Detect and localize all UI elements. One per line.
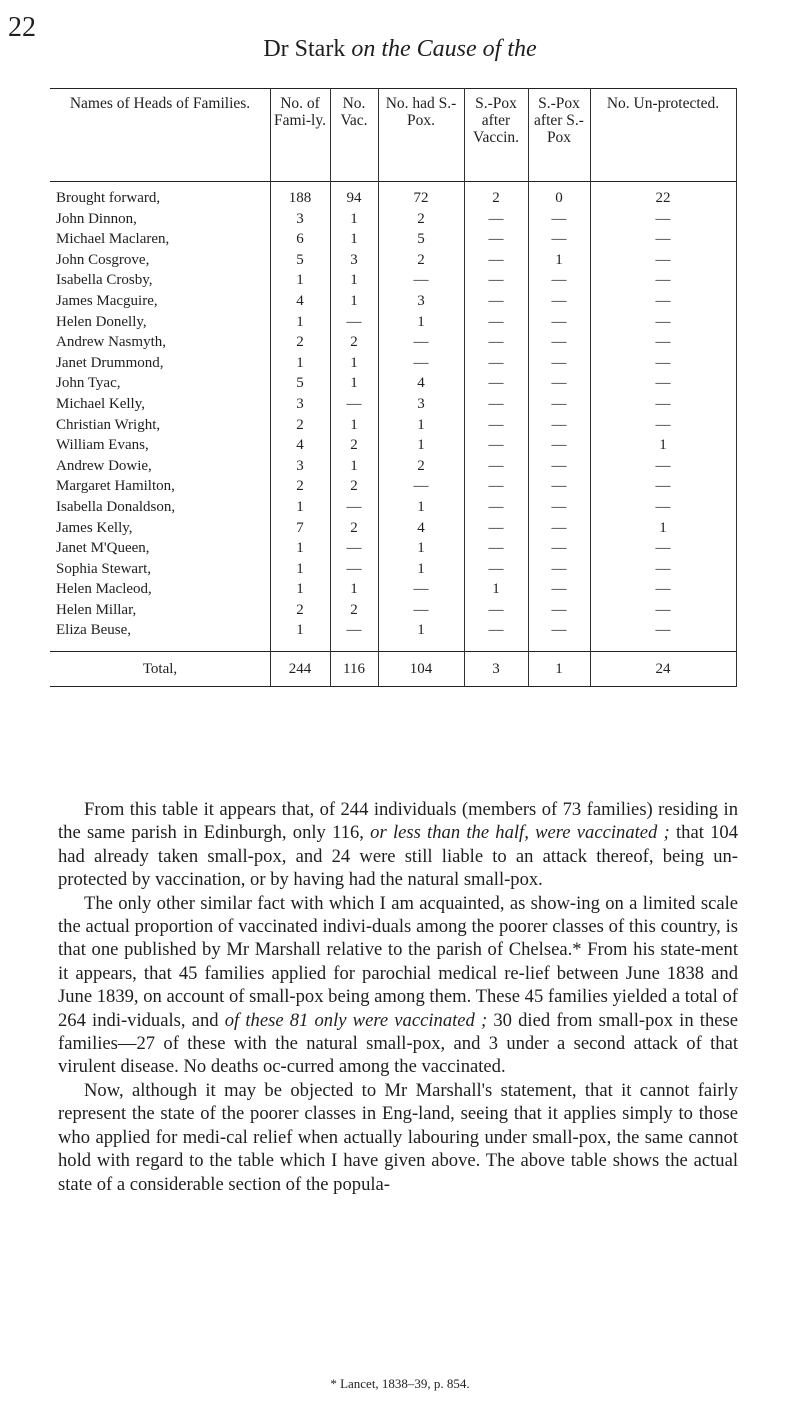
family-name: Helen Macleod, (56, 581, 152, 598)
table-cell: — (488, 231, 504, 248)
table-cell: — (551, 231, 567, 248)
table-cell: 1 (350, 292, 358, 309)
total-cell: 24 (655, 661, 671, 678)
table-body (50, 182, 736, 641)
table-cell: — (655, 292, 671, 309)
table-cell: 2 (492, 190, 500, 206)
table-cell: 1 (296, 354, 304, 371)
table-cell: 2 (350, 334, 358, 351)
paragraph-1 (58, 798, 738, 892)
table-header (50, 88, 736, 182)
table-cell: — (655, 354, 671, 371)
table-cell: — (488, 334, 504, 351)
family-name: William Evans, (56, 437, 149, 454)
table-cell: 2 (296, 334, 304, 351)
column-rule (378, 88, 379, 687)
table-cell: 4 (296, 437, 304, 454)
table-row (50, 209, 736, 230)
family-name: James Kelly, (56, 519, 133, 536)
table-cell: — (655, 272, 671, 289)
table-cell: 94 (346, 190, 362, 206)
table-cell: 1 (417, 313, 425, 330)
header-cell: No. Vac. (340, 95, 368, 129)
table-cell: — (488, 210, 504, 227)
table-cell: — (551, 272, 567, 289)
total-cell: 104 (409, 661, 433, 678)
table-cell: 3 (350, 251, 358, 268)
table-cell: 72 (413, 190, 429, 206)
table-cell: 1 (350, 457, 358, 474)
table-cell: 1 (296, 540, 304, 557)
table-cell: — (655, 375, 671, 392)
table-cell: — (655, 251, 671, 268)
smallpox-table (50, 88, 736, 687)
family-name: Sophia Stewart, (56, 560, 151, 577)
table-cell: — (488, 540, 504, 557)
table-cell: 6 (296, 231, 304, 248)
family-name: John Dinnon, (56, 210, 137, 227)
table-cell: 4 (417, 375, 425, 392)
table-cell: — (488, 375, 504, 392)
table-cell: 1 (296, 498, 304, 515)
family-name: John Cosgrove, (56, 251, 150, 268)
paragraph-3: Now, although it may be objected to Mr Marshall's statement, that it cannot fairly represent the state of the poorer classes in Eng-land, seeing that it applies simply to those who applied for medi-cal relief when actually labouring under small-pox, the same cannot hold with regard to the table which I have given above. The above table shows the actual state of a considerable section of the popula- (58, 1079, 738, 1195)
table-cell: 1 (296, 622, 304, 639)
table-row (50, 250, 736, 271)
table-cell: — (413, 334, 429, 351)
family-name: Janet M'Queen, (56, 540, 150, 557)
table-cell: — (551, 334, 567, 351)
table-cell: 2 (350, 437, 358, 454)
table-cell: 1 (659, 519, 667, 536)
table-cell: — (488, 519, 504, 536)
column-rule (330, 88, 331, 687)
table-cell: — (551, 313, 567, 330)
table-cell: 1 (417, 560, 425, 577)
table-cell: — (551, 581, 567, 598)
table-cell: 1 (350, 272, 358, 289)
table-cell: — (346, 560, 362, 577)
table-cell: — (551, 457, 567, 474)
table-row (50, 538, 736, 559)
table-cell: — (488, 601, 504, 618)
table-row (50, 229, 736, 250)
table-row (50, 332, 736, 353)
table-cell: — (655, 478, 671, 495)
table-row (50, 559, 736, 580)
table-cell: — (488, 395, 504, 412)
table-cell: — (551, 622, 567, 639)
header-cell: S.-Pox after S.-Pox (534, 95, 584, 146)
table-row (50, 620, 736, 641)
table-cell: 1 (296, 272, 304, 289)
table-cell: 2 (296, 478, 304, 495)
table-cell: 2 (350, 478, 358, 495)
table-cell: 1 (350, 231, 358, 248)
p1-text-italic: or less than the half, were vaccinated ; (370, 822, 670, 844)
table-row (50, 579, 736, 600)
table-cell: — (655, 395, 671, 412)
column-rule (528, 88, 529, 687)
table-cell: — (488, 354, 504, 371)
table-cell: 2 (417, 210, 425, 227)
table-cell: — (488, 292, 504, 309)
table-row (50, 415, 736, 436)
table-cell: — (488, 560, 504, 577)
table-row (50, 270, 736, 291)
table-row (50, 394, 736, 415)
table-row (50, 456, 736, 477)
family-name: Janet Drummond, (56, 354, 164, 371)
table-row (50, 353, 736, 374)
table-cell: — (655, 457, 671, 474)
table-cell: — (655, 334, 671, 351)
table-cell: — (488, 416, 504, 433)
table-cell: — (551, 437, 567, 454)
family-name: Brought forward, (56, 190, 161, 206)
table-row (50, 476, 736, 497)
body-text (58, 798, 738, 1196)
table-cell: 4 (417, 519, 425, 536)
table-cell: — (413, 581, 429, 598)
table-cell: 4 (296, 292, 304, 309)
table-cell: 3 (417, 395, 425, 412)
p2-text-italic: of these 81 only were vaccinated ; (224, 1009, 488, 1031)
table-cell: — (655, 313, 671, 330)
table-cell: 1 (296, 313, 304, 330)
table-cell: 2 (350, 601, 358, 618)
total-cell: 1 (555, 661, 563, 678)
table-cell: — (413, 601, 429, 618)
running-head (0, 36, 800, 63)
footnote: * Lancet, 1838–39, p. 854. (330, 1376, 470, 1391)
table-cell: — (655, 560, 671, 577)
p2-text-a: The only other similar fact with which I am acquainted, as show-ing on a limited scale the actual proportion of vaccinated indivi-duals among the poorer classes of this country, is that one published by Mr Marshall relative to the parish of Chelsea.* From his state-ment it appears, that 45 families applied for parochial medical re-lief between June 1838 and June 1839, on account of small-pox being among them. These 45 families yielded a total of 264 indi-viduals, and (58, 892, 738, 1031)
running-head-author: Dr Stark (263, 36, 346, 62)
family-name: Andrew Dowie, (56, 457, 152, 474)
table-cell: 2 (350, 519, 358, 536)
table-cell: 5 (296, 251, 304, 268)
table-row (50, 291, 736, 312)
table-cell: 2 (296, 416, 304, 433)
table-cell: — (551, 210, 567, 227)
family-name: Isabella Crosby, (56, 272, 153, 289)
family-name: Isabella Donaldson, (56, 498, 176, 515)
page-number: 22 (8, 12, 36, 43)
family-name: Margaret Hamilton, (56, 478, 175, 495)
table-cell: — (346, 498, 362, 515)
table-cell: — (488, 272, 504, 289)
header-cell: Names of Heads of Families. (69, 95, 251, 112)
table-row (50, 497, 736, 518)
header-cell: S.-Pox after Vaccin. (472, 95, 520, 146)
table-cell: — (551, 354, 567, 371)
table-row (50, 600, 736, 621)
family-name: Eliza Beuse, (56, 622, 131, 639)
table-cell: 22 (655, 190, 671, 206)
p2-text-b: 30 died from small-pox in these families—27 of these with the natural small-pox, and 3 under a second attack of that virulent disease. No deaths oc-curred among the vaccinated. (58, 1009, 738, 1078)
family-name: Michael Maclaren, (56, 231, 170, 248)
table-cell: 2 (417, 457, 425, 474)
table-cell: — (551, 478, 567, 495)
table-cell: — (551, 292, 567, 309)
running-head-title: on the Cause of the (351, 36, 537, 62)
table-cell: — (346, 313, 362, 330)
table-cell: 1 (659, 437, 667, 454)
table-cell: 3 (296, 210, 304, 227)
p1-text-a: From this table it appears that, of 244 individuals (members of 73 families) residing in the same parish in Edinburgh, only 116, (58, 799, 738, 844)
table-cell: 1 (417, 498, 425, 515)
table-cell: 0 (555, 190, 563, 206)
table-cell: 1 (417, 540, 425, 557)
table-cell: — (346, 622, 362, 639)
table-cell: 2 (296, 601, 304, 618)
table-cell: 1 (296, 560, 304, 577)
table-cell: — (655, 622, 671, 639)
table-cell: 1 (417, 622, 425, 639)
family-name: James Macguire, (56, 292, 158, 309)
table-cell: 7 (296, 519, 304, 536)
table-cell: — (551, 416, 567, 433)
table-cell: — (488, 622, 504, 639)
paragraph-2 (58, 892, 738, 1079)
table-row (50, 312, 736, 333)
table-cell: — (488, 457, 504, 474)
table-cell: — (488, 437, 504, 454)
family-name: Andrew Nasmyth, (56, 334, 166, 351)
table-cell: 5 (296, 375, 304, 392)
table-cell: 1 (417, 416, 425, 433)
family-name: John Tyac, (56, 375, 121, 392)
table-cell: — (413, 272, 429, 289)
table-cell: — (655, 581, 671, 598)
table-cell: 1 (350, 581, 358, 598)
table-cell: 188 (288, 190, 312, 206)
table-cell: 1 (492, 581, 500, 598)
table-cell: — (551, 395, 567, 412)
table-cell: — (551, 375, 567, 392)
table-cell: 1 (350, 210, 358, 227)
total-cell: 116 (343, 661, 365, 678)
total-cell: 3 (492, 661, 500, 678)
table-cell: 5 (417, 231, 425, 248)
table-cell: — (551, 519, 567, 536)
table-cell: — (551, 498, 567, 515)
table-cell: 3 (296, 457, 304, 474)
column-rule (270, 88, 271, 687)
table-cell: — (413, 478, 429, 495)
header-cell: No. Un-protected. (606, 95, 720, 112)
table-cell: 1 (350, 416, 358, 433)
table-cell: — (346, 540, 362, 557)
table-cell: — (551, 540, 567, 557)
table-cell: 1 (555, 251, 563, 268)
table-row (50, 435, 736, 456)
table-cell: — (655, 540, 671, 557)
family-name: Helen Millar, (56, 601, 137, 618)
table-cell: 3 (417, 292, 425, 309)
table-cell: — (655, 231, 671, 248)
table-cell: 1 (417, 437, 425, 454)
table-cell: — (346, 395, 362, 412)
family-name: Michael Kelly, (56, 395, 145, 412)
table-total-row (50, 651, 736, 687)
family-name: Christian Wright, (56, 416, 161, 433)
table-cell: — (488, 478, 504, 495)
table-cell: — (413, 354, 429, 371)
header-cell: No. had S.-Pox. (385, 95, 457, 129)
table-cell: — (655, 416, 671, 433)
table-row (50, 373, 736, 394)
column-rule (736, 88, 737, 687)
table-cell: 3 (296, 395, 304, 412)
table-cell: 1 (296, 581, 304, 598)
table-cell: — (488, 313, 504, 330)
column-rule (590, 88, 591, 687)
table-cell: — (655, 601, 671, 618)
family-name: Helen Donelly, (56, 313, 147, 330)
column-rule (464, 88, 465, 687)
table-cell: — (655, 498, 671, 515)
table-cell: 1 (350, 354, 358, 371)
table-row (50, 518, 736, 539)
table-cell: — (488, 251, 504, 268)
table-cell: — (551, 560, 567, 577)
table-cell: — (655, 210, 671, 227)
table-cell: 2 (417, 251, 425, 268)
total-cell: 244 (288, 661, 312, 678)
table-cell: — (488, 498, 504, 515)
table-cell: — (551, 601, 567, 618)
table-row (50, 188, 736, 209)
table-cell: 1 (350, 375, 358, 392)
header-cell: No. of Fami-ly. (274, 95, 326, 129)
p1-text-b: that 104 had already taken small-pox, and 24 were still liable to an attack thereof, being un-protected by vaccination, or by having had the natural small-pox. (58, 822, 739, 891)
total-label: Total, (142, 661, 178, 678)
